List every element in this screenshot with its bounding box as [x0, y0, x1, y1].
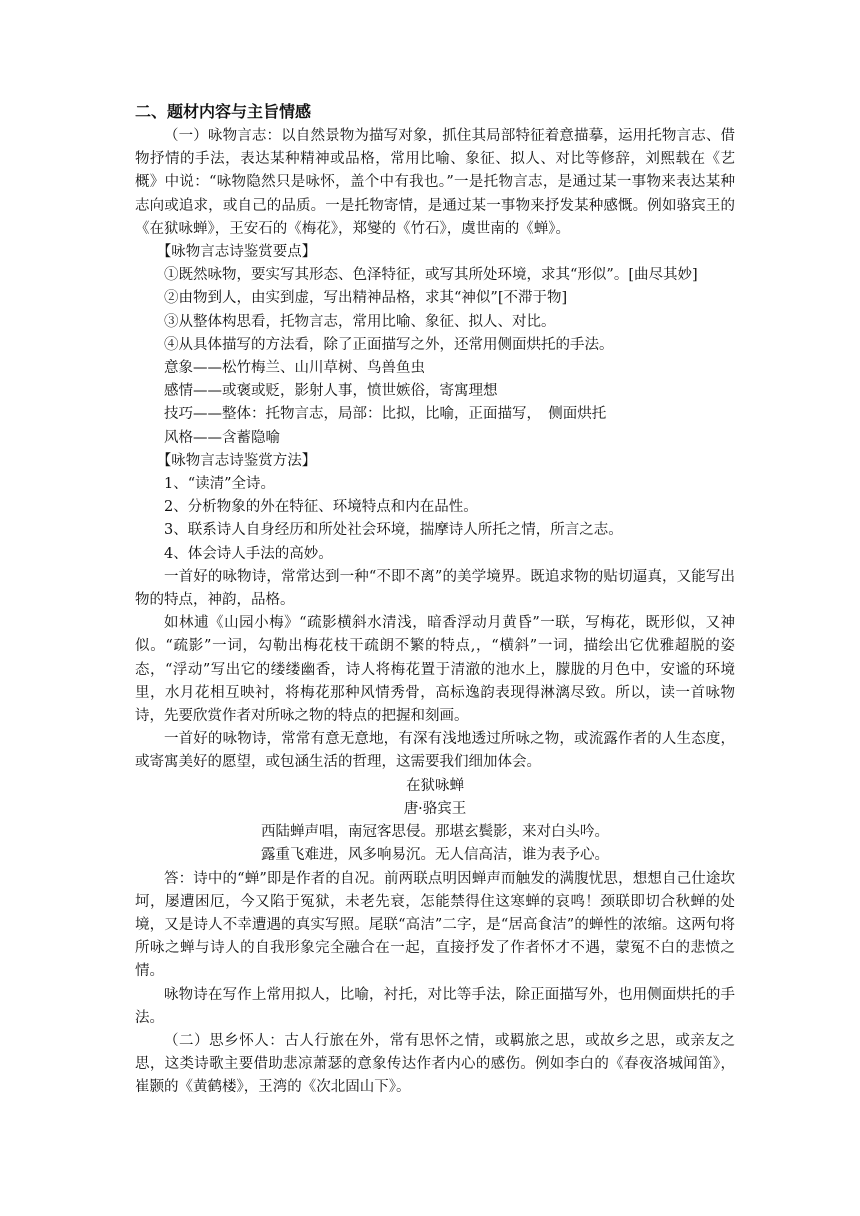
summary-line: 感情——或褒或贬，影射人事，愤世嫉俗，寄寓理想 [164, 383, 498, 400]
answer-paragraph: 答：诗中的“蝉”即是作者的自况。前两联点明因蝉声而触发的满腹忧思，想想自己仕途坎坷，屡遭困厄，今又陷于冤狱，未老先衰，怎能禁得住这寒蝉的哀鸣！颈联即切合秋蝉的处境，又是诗人不幸遭遇的真实写照。尾联“高洁”二字，是“居高食洁”的蝉性的浓缩。这两句将所咏之蝉与诗人的自我形象完全融合在一起，直接抒发了作者怀才不遇，蒙冤不白的悲愤之情。 [135, 870, 735, 980]
key-point: ①既然咏物，要实写其形态、色泽特征，或写其所处环境，求其“形似”。[曲尽其妙] [164, 267, 698, 284]
key-point: ③从整体构思看，托物言志，常用比喻、象征、拟人、对比。 [164, 313, 556, 330]
section-heading: 二、题材内容与主旨情感 [135, 102, 312, 121]
method-item: 1、“读清”全诗。 [164, 476, 276, 493]
key-point: ④从具体描写的方法看，除了正面描写之外，还常用侧面烘托的手法。 [164, 336, 614, 353]
method-item: 3、联系诗人自身经历和所处社会环境，揣摩诗人所托之情，所言之志。 [164, 522, 623, 539]
summary-line: 风格——含蓄隐喻 [164, 429, 280, 446]
intro-paragraph: （一）咏物言志：以自然景物为描写对象，抓住其局部特征着意描摹，运用托物言志、借物抒情的手法，表达某种精神或品格，常用比喻、象征、拟人、对比等修辞，刘熙载在《艺概》中说：“咏物隐然只是咏怀，盖个中有我也。”一是托物言志，是通过某一事物来表达某种志向或追求，或自己的品质。一是托物寄情，是通过某一事物来抒发某种感慨。例如骆宾王的《在狱咏蝉》，王安石的《梅花》，郑燮的《竹石》，虞世南的《蝉》。 [135, 128, 735, 237]
poem-line: 露重飞难进，风多响易沉。无人信高洁，谁为表予心。 [261, 847, 609, 864]
poem-line: 西陆蝉声唱，南冠客思侵。那堪玄鬓影，来对白头吟。 [261, 824, 609, 841]
summary-line: 技巧——整体：托物言志，局部：比拟，比喻，正面描写， 侧面烘托 [164, 406, 607, 423]
summary-line: 意象——松竹梅兰、山川草树、鸟兽鱼虫 [164, 360, 425, 377]
techniques-paragraph: 咏物诗在写作上常用拟人，比喻，衬托，对比等手法，除正面描写外，也用侧面烘托的手法。 [135, 986, 735, 1026]
methods-title: 【咏物言志诗鉴赏方法】 [156, 452, 317, 469]
key-point: ②由物到人，由实到虚，写出精神品格，求其“神似”[不滞于物] [164, 290, 568, 307]
meaning-paragraph: 一首好的咏物诗，常常有意无意地，有深有浅地透过所咏之物，或流露作者的人生态度，或寄寓美好的愿望，或包涵生活的哲理，这需要我们细加体会。 [135, 731, 735, 771]
section-two-paragraph: （二）思乡怀人：古人行旅在外，常有思怀之情，或羁旅之思，或故乡之思，或亲友之思，这类诗歌主要借助悲凉萧瑟的意象传达作者内心的感伤。例如李白的《春夜洛城闻笛》，崔颢的《黄鹤楼》，王湾的《次北固山下》。 [135, 1032, 735, 1096]
poem-author: 唐·骆宾王 [403, 800, 467, 817]
method-item: 2、分析物象的外在特征、环境特点和内在品性。 [164, 499, 478, 516]
key-points-title: 【咏物言志诗鉴赏要点】 [156, 244, 317, 261]
example-paragraph: 如林逋《山园小梅》“疏影横斜水清浅，暗香浮动月黄昏”一联，写梅花，既形似，又神似。“疏影”一词，勾勒出梅花枝干疏朗不繁的特点,，“横斜”一词，描绘出它优雅超脱的姿态，“浮动”写出它的缕缕幽香，诗人将梅花置于清澈的池水上，朦胧的月色中，安谧的环境里，水月花相互映衬，将梅花那种风情秀骨，高标逸韵表现得淋漓尽致。所以，读一首咏物诗，先要欣赏作者对所咏之物的特点的把握和刻画。 [135, 615, 735, 725]
poem-title: 在狱咏蝉 [406, 777, 464, 794]
realm-paragraph: 一首好的咏物诗，常常达到一种“不即不离”的美学境界。既追求物的贴切逼真，又能写出物的特点，神韵，品格。 [135, 568, 735, 609]
method-item: 4、体会诗人手法的高妙。 [164, 545, 333, 562]
document-page [135, 100, 735, 1100]
